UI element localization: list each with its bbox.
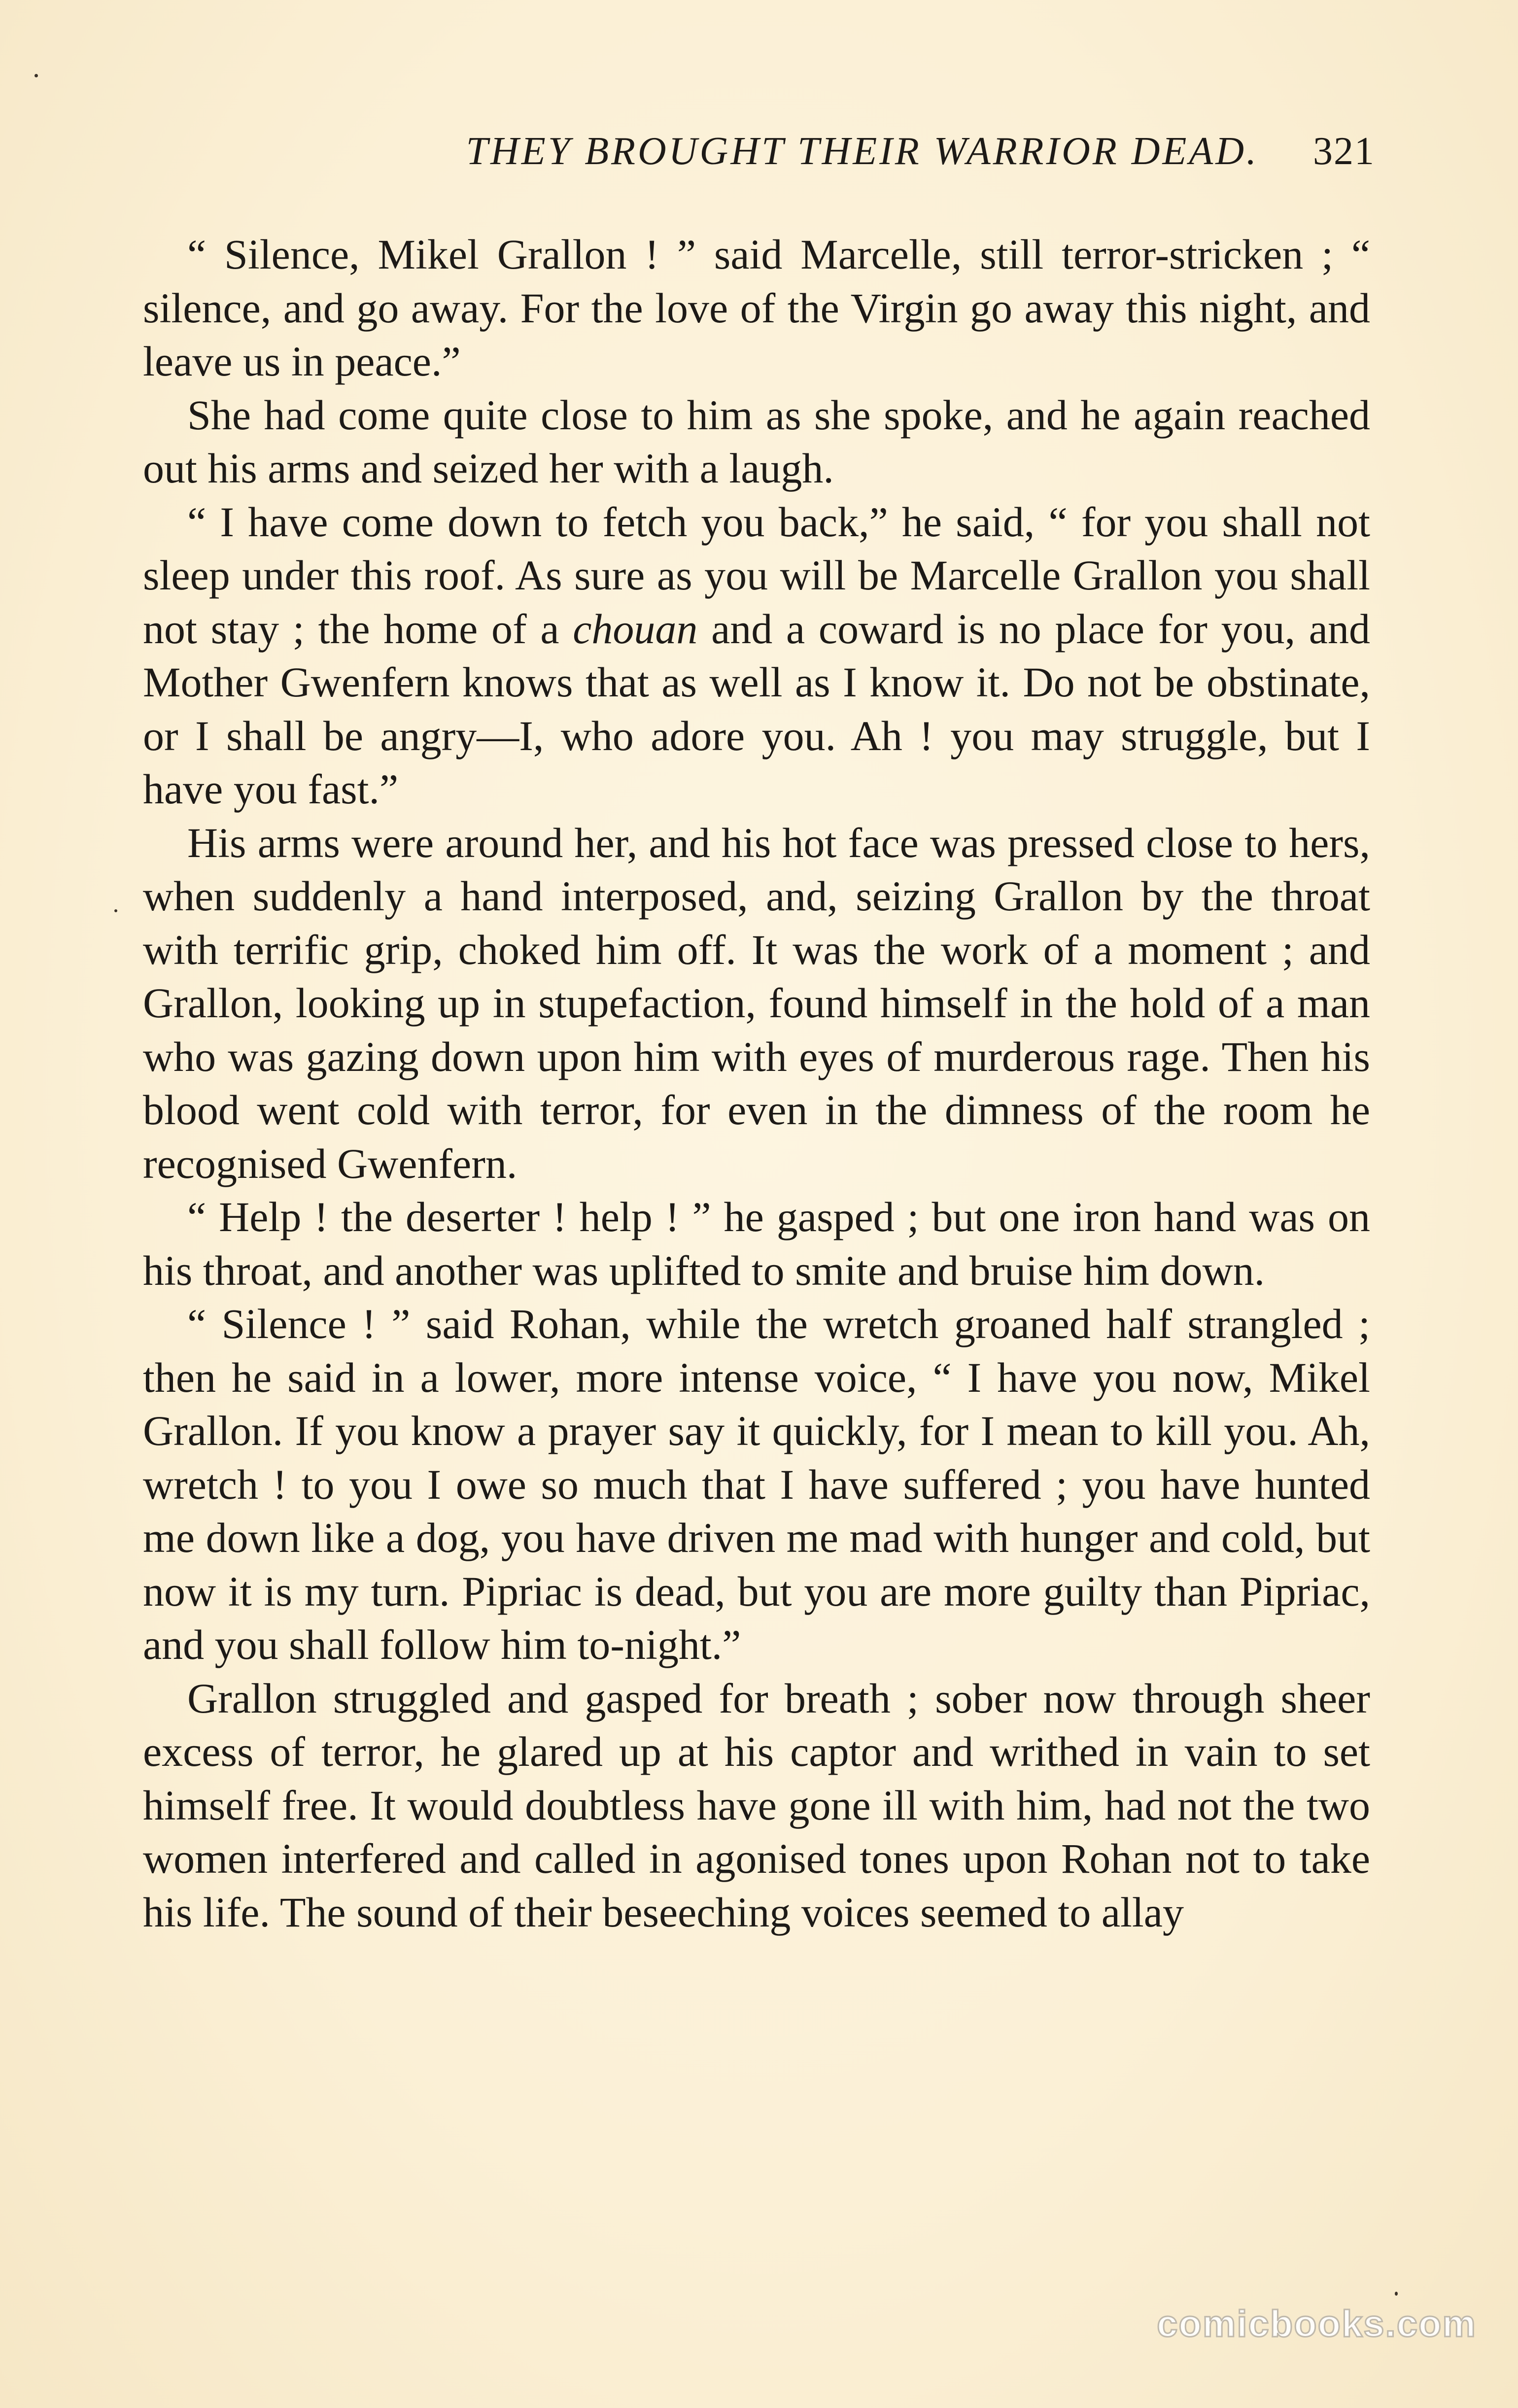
running-title: THEY BROUGHT THEIR WARRIOR DEAD. [466, 130, 1259, 173]
paper-speck [1395, 2292, 1398, 2296]
paragraph-3: “ I have come down to fetch you back,” he said, “ for you shall not sleep under this roof. As sure as you will be Marcelle Grallon you shall not stay ; the home of a chouan and a coward is no place for you, and Mother Gwenfern knows that as well as I know it. Do not be obstinate, or I shall be angry—I, who adore you. Ah ! you may struggle, but I have you fast.” [143, 498, 1370, 813]
paper-speck [34, 74, 38, 77]
running-head [143, 129, 1375, 183]
paper-speck [114, 909, 117, 912]
paragraph-2: She had come quite close to him as she spoke, and he again reached out his arms and seized her with a laugh. [143, 391, 1370, 492]
watermark-logo: comicbooks.com [1157, 2303, 1477, 2345]
paragraph-7: Grallon struggled and gasped for breath ; sober now through sheer excess of terror, he glared up at his captor and writhed in vain to set himself free. It would doubtless have gone ill with him, had not the two women interfered and called in agonised tones upon Rohan not to take his life. The sound of their beseeching voices seemed to allay [143, 1674, 1370, 1936]
body-text [143, 228, 1370, 1939]
paragraph-6: “ Silence ! ” said Rohan, while the wretch groaned half strangled ; then he said in a lower, more intense voice, “ I have you now, Mikel Grallon. If you know a prayer say it quickly, for I mean to kill you. Ah, wretch ! to you I owe so much that I have suffered ; you have hunted me down like a dog, you have driven me mad with hunger and cold, but now it is my turn. Pipriac is dead, but you are more guilty than Pipriac, and you shall follow him to-night.” [143, 1300, 1370, 1668]
italic-word-chouan: chouan [573, 605, 698, 653]
paragraph-4: His arms were around her, and his hot face was pressed close to hers, when suddenly a hand interposed, and, seizing Grallon by the throat with terrific grip, choked him off. It was the work of a moment ; and Grallon, looking up in stupefaction, found himself in the hold of a man who was gazing down upon him with eyes of murderous rage. Then his blood went cold with terror, for even in the dimness of the room he recognised Gwenfern. [143, 819, 1370, 1187]
paragraph-1: “ Silence, Mikel Grallon ! ” said Marcelle, still terror-stricken ; “ silence, and go away. For the love of the Virgin go away this night, and leave us in peace.” [143, 231, 1370, 385]
paragraph-5: “ Help ! the deserter ! help ! ” he gasped ; but one iron hand was on his throat, and another was uplifted to smite and bruise him down. [143, 1193, 1370, 1294]
page-number: 321 [1313, 130, 1375, 173]
